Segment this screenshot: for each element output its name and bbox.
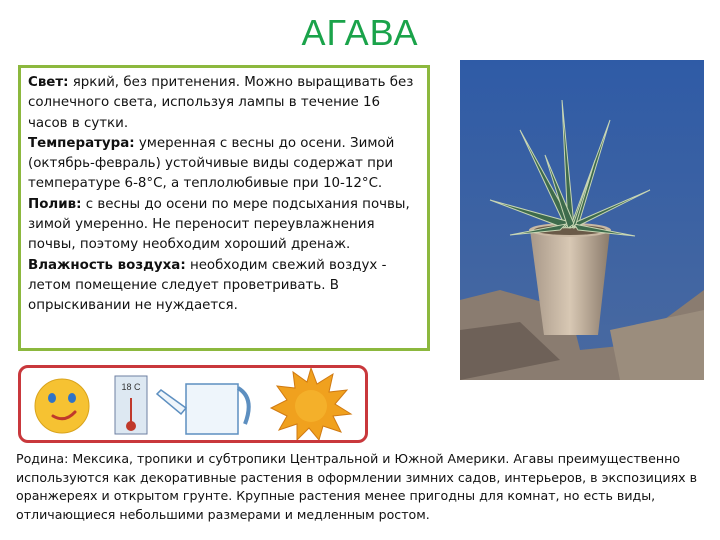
thermometer-icon — [115, 376, 147, 434]
light-label: Свет: — [28, 75, 69, 90]
sun-icon — [271, 368, 351, 440]
humidity-paragraph — [28, 256, 420, 317]
temperature-paragraph — [28, 134, 420, 195]
watering-text: с весны до осени по мере подсыхания почвы, зимой умеренно. Не переносит переувлажнения почвы, поэтому необходим хороший дренаж. — [28, 196, 410, 253]
smiley-face-icon — [35, 379, 89, 433]
watering-paragraph — [28, 195, 420, 256]
page-title: АГАВА — [301, 12, 419, 53]
footer-text: Родина: Мексика, тропики и субтропики Центральной и Южной Америки. Агавы преимущественно используются как декоративные растения в оформлении зимних садов, интерьеров, в экспозициях в оранжереях и открытом грунте. Крупные растения менее пригодны для комнат, но есть виды, отличающиеся небольшими размерами и медленным ростом. — [16, 451, 698, 522]
humidity-label: Влажность воздуха: — [28, 257, 186, 273]
watering-can-icon — [157, 384, 249, 434]
watering-label: Полив: — [28, 196, 82, 212]
care-instructions-box — [18, 65, 430, 351]
light-paragraph — [28, 73, 420, 134]
agave-plant-photo — [460, 60, 704, 380]
light-text: яркий, без притенения. Можно выращивать без солнечного света, используя лампы в течение 16 часов в сутки. — [28, 75, 414, 131]
origin-description — [16, 450, 712, 524]
temperature-label: Температура: — [28, 135, 135, 151]
care-icons-panel — [18, 365, 368, 443]
humidity-text: необходим свежий воздух - летом помещение следует проветривать. В опрыскивании не нуждается. — [28, 257, 387, 314]
thermometer-value: 18 С — [121, 382, 141, 392]
temperature-text: умеренная с весны до осени. Зимой (октябрь-февраль) устойчивые виды содержат при температуре 6-8°С, а теплолюбивые при 10-12°С. — [28, 135, 395, 192]
